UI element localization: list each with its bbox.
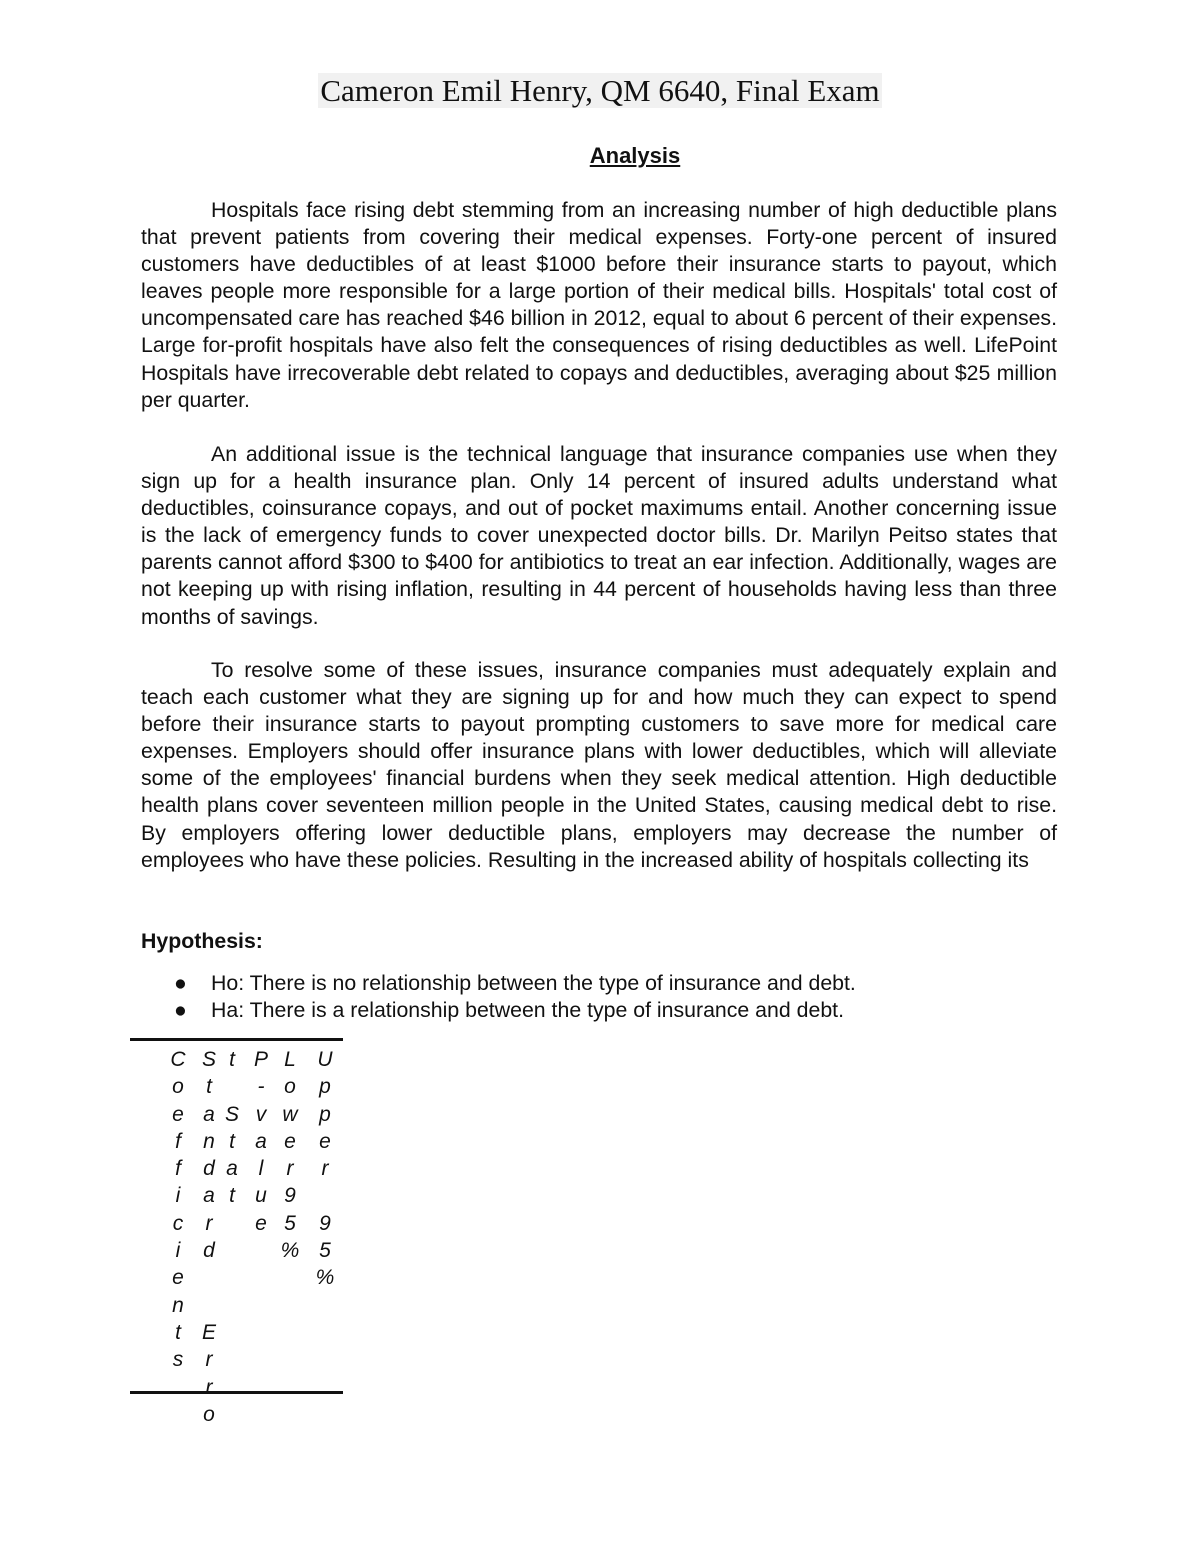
header-char: o — [203, 1402, 215, 1426]
header-char: e — [255, 1211, 267, 1235]
header-char: e — [172, 1102, 184, 1126]
bullet-icon: ● — [174, 971, 187, 995]
header-char: f — [175, 1157, 181, 1181]
header-char: % — [280, 1239, 300, 1263]
header-char: U — [317, 1048, 333, 1071]
header-char: r — [205, 1211, 213, 1235]
header-char: i — [175, 1239, 181, 1263]
header-char: e — [319, 1129, 331, 1153]
header-char: o — [284, 1075, 296, 1099]
header-char: r — [205, 1348, 213, 1372]
header-char: S — [224, 1102, 239, 1126]
header-char — [198, 1264, 220, 1291]
coefficients-table — [130, 1038, 343, 1426]
header-char: C — [170, 1048, 186, 1071]
header-char: E — [201, 1320, 216, 1344]
analysis-paragraph-2 — [141, 441, 1057, 631]
header-char: v — [255, 1102, 267, 1126]
header-char: r — [286, 1157, 294, 1181]
header-char: S — [201, 1048, 216, 1071]
analysis-paragraph-1 — [141, 197, 1057, 414]
header-char: t — [175, 1320, 181, 1344]
header-char: r — [321, 1157, 329, 1181]
hypothesis-null: Ho: There is no relationship between the type of insurance and debt. — [211, 971, 856, 995]
header-char: i — [175, 1184, 181, 1208]
header-char: L — [284, 1048, 296, 1071]
header-char: t — [229, 1184, 235, 1208]
hypothesis-list — [141, 970, 1057, 1024]
header-char: 9 — [284, 1184, 296, 1208]
header-char: c — [172, 1211, 184, 1235]
header-char — [221, 1073, 243, 1100]
column-header-coefficients — [167, 1046, 189, 1374]
header-char: p — [319, 1075, 331, 1099]
list-item — [141, 970, 1057, 997]
header-char: e — [172, 1266, 184, 1290]
header-char: f — [175, 1129, 181, 1153]
header-char: u — [255, 1184, 267, 1208]
header-char: t — [206, 1075, 212, 1099]
header-char: t — [229, 1048, 235, 1071]
header-char: d — [203, 1239, 215, 1263]
document-title-text: Cameron Emil Henry, QM 6640, Final Exam — [320, 73, 880, 108]
header-char: n — [203, 1129, 215, 1153]
document-title — [0, 72, 1200, 110]
header-char: r — [205, 1375, 213, 1399]
header-char: 5 — [319, 1239, 331, 1263]
hypothesis-alternative: Ha: There is a relationship between the type of insurance and debt. — [211, 998, 845, 1023]
header-char — [314, 1182, 336, 1209]
header-char: P — [253, 1048, 268, 1071]
header-char: o — [172, 1075, 184, 1099]
header-char: e — [284, 1129, 296, 1153]
section-heading-analysis: Analysis — [589, 143, 681, 168]
header-char — [198, 1292, 220, 1319]
analysis-paragraph-3 — [141, 657, 1057, 874]
header-char: 5 — [284, 1211, 296, 1235]
header-char: a — [203, 1184, 215, 1208]
list-item — [141, 997, 1057, 1024]
column-header-t-stat — [221, 1046, 243, 1210]
header-char: a — [255, 1129, 267, 1153]
column-header-standard-error — [198, 1046, 220, 1428]
header-char: n — [172, 1293, 184, 1317]
header-char: w — [282, 1102, 298, 1126]
paragraph-text: To resolve some of these issues, insurance companies must adequately explain and teach each customer what they are signing up for and how much they can expect to spend before their insurance starts to payout prompting customers to save more for medical care expenses. Employers should offer insurance plans with lower deductibles, which will alleviate some of the employees' financial burdens when they seek medical attention. High deductible health plans cover seventeen million people in the United States, causing medical debt to rise. By employers offering lower deductible plans, employers may decrease the number of employees who have these policies. Resulting in the increased ability of hospitals collecting its — [141, 658, 1057, 872]
header-char: a — [203, 1102, 215, 1126]
bullet-icon: ● — [174, 998, 187, 1023]
column-header-p-value — [250, 1046, 272, 1237]
paragraph-text: Hospitals face rising debt stemming from an increasing number of high deductible plans that prevent patients from covering their medical expenses. Forty-one percent of insured customers have deductibles of at least $1000 before their insurance starts to payout, which leaves people more responsible for a large portion of their medical bills. Hospitals' total cost of uncompensated care has reached $46 billion in 2012, equal to about 6 percent of their expenses. Large for-profit hospitals have also felt the consequences of rising deductibles as well. LifePoint Hospitals have irrecoverable debt related to copays and deductibles, averaging about $25 million per quarter. — [141, 198, 1057, 412]
header-char: % — [315, 1266, 335, 1290]
header-char: - — [257, 1075, 265, 1099]
paragraph-text: An additional issue is the technical language that insurance companies use when they sign up for a health insurance plan. Only 14 percent of insured adults understand what deductibles, coinsurance copays, and out of pocket maximums entail. Another concerning issue is the lack of emergency funds to cover unexpected doctor bills. Dr. Marilyn Peitso states that parents cannot afford $300 to $400 for antibiotics to treat an ear infection. Additionally, wages are not keeping up with rising inflation, resulting in 44 percent of households having less than three months of savings. — [141, 442, 1057, 629]
header-char: p — [319, 1102, 331, 1126]
header-char: d — [203, 1157, 215, 1181]
header-char: a — [226, 1157, 238, 1181]
header-char: 9 — [319, 1211, 331, 1235]
header-char: t — [229, 1129, 235, 1153]
header-char: s — [172, 1348, 184, 1372]
header-char: l — [258, 1157, 264, 1181]
hypothesis-heading: Hypothesis: — [141, 929, 263, 953]
column-header-lower-95 — [279, 1046, 301, 1264]
column-header-upper-95 — [314, 1046, 336, 1292]
